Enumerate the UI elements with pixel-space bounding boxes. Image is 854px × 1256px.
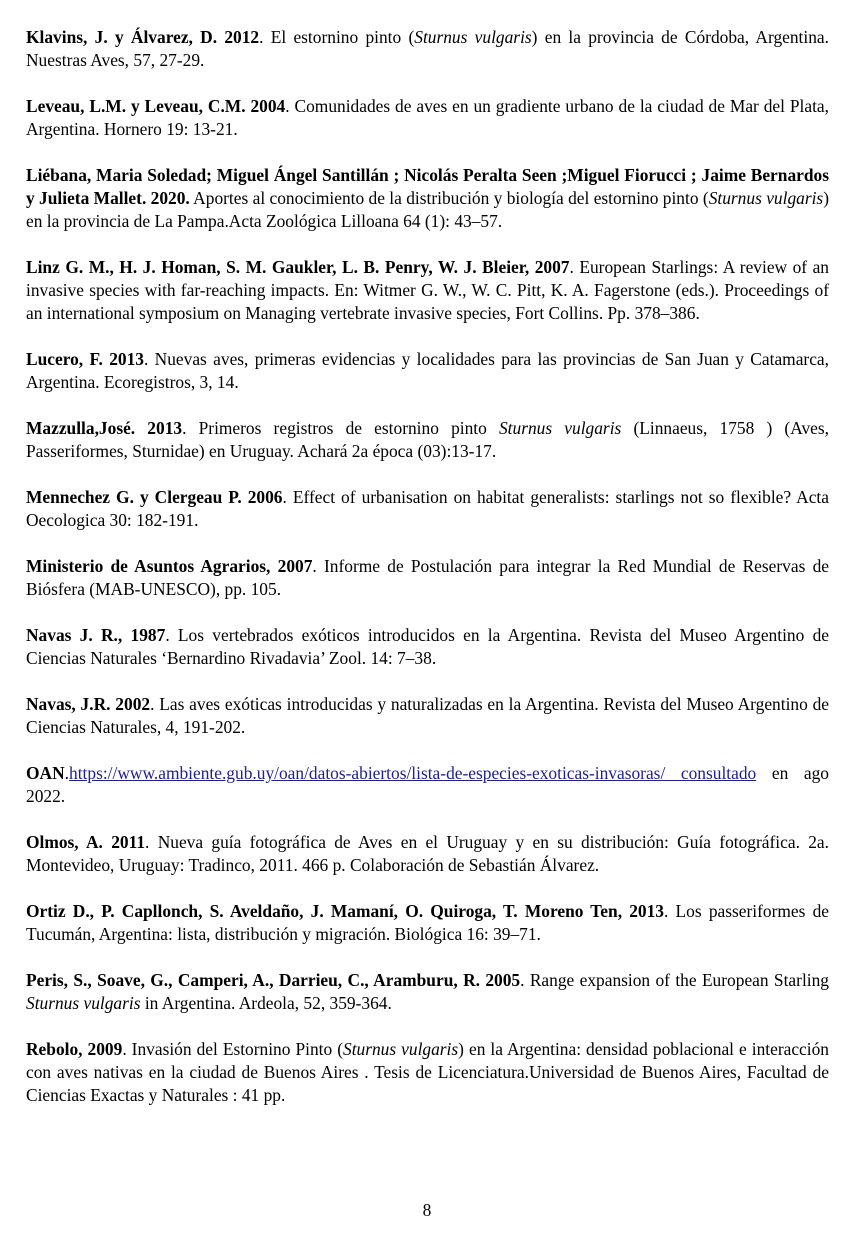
species-name: Sturnus vulgaris [708, 188, 824, 208]
reference-text: . Range expansion of the European Starling [520, 970, 829, 990]
reference-text: . European Starlings: A review of an invasive species with far-reaching impacts. En: Witmer G. W., W. C. Pitt, K. A. Fagerstone (eds.). Proceedings of an international symposium on Managing vertebrate invasive species, Fort Collins. Pp. 378–386. [26, 257, 830, 323]
reference-text: . El estornino pinto ( [259, 27, 415, 47]
reference-author: Mazzulla,José. 2013 [26, 418, 183, 438]
reference-text: . Primeros registros de estornino pinto [182, 418, 499, 438]
reference-author: Leveau, L.M. y Leveau, C.M. 2004 [26, 96, 286, 116]
reference-text: ) en la provincia de La Pampa.Acta Zoológica Lilloana 64 (1): 43–57. [26, 188, 829, 231]
reference-entry [26, 95, 829, 141]
reference-entry [26, 555, 829, 601]
reference-entry [26, 1038, 829, 1107]
reference-entry [26, 26, 829, 72]
species-name: Sturnus vulgaris [414, 27, 532, 47]
reference-entry [26, 693, 829, 739]
species-name: Sturnus vulgaris [498, 418, 622, 438]
reference-link[interactable]: https://www.ambiente.gub.uy/oan/datos-abiertos/lista-de-especies-exoticas-invasoras/ consultado [69, 763, 757, 783]
reference-author: Navas J. R., 1987 [26, 625, 166, 645]
reference-text: ) en la provincia de Córdoba, Argentina. Nuestras Aves, 57, 27-29. [26, 27, 829, 70]
reference-entry [26, 486, 829, 532]
reference-text: Aportes al conocimiento de la distribución y biología del estornino pinto ( [189, 188, 709, 208]
reference-author: Linz G. M., H. J. Homan, S. M. Gaukler, L. B. Penry, W. J. Bleier, 2007 [26, 257, 570, 277]
page-number: 8 [422, 1200, 432, 1220]
reference-entry [26, 164, 829, 233]
reference-text: in Argentina. Ardeola, 52, 359-364. [140, 993, 392, 1013]
reference-entry [26, 900, 829, 946]
reference-author: Lucero, F. 2013 [26, 349, 144, 369]
reference-author: Ministerio de Asuntos Agrarios, 2007 [26, 556, 313, 576]
reference-entry [26, 762, 829, 808]
reference-author: OAN [26, 763, 65, 783]
species-name: Sturnus vulgaris [343, 1039, 459, 1059]
reference-author: Olmos, A. 2011 [26, 832, 146, 852]
reference-text: . Invasión del Estornino Pinto ( [122, 1039, 343, 1059]
reference-author: Mennechez G. y Clergeau P. 2006 [26, 487, 283, 507]
reference-author: Ortiz D., P. Capllonch, S. Aveldaño, J. Mamaní, O. Quiroga, T. Moreno Ten, 2013 [26, 901, 665, 921]
reference-text: . Las aves exóticas introducidas y naturalizadas en la Argentina. Revista del Museo Argentino de Ciencias Naturales, 4, 191-202. [26, 694, 830, 737]
reference-text: . Comunidades de aves en un gradiente urbano de la ciudad de Mar del Plata, Argentina. Hornero 19: 13-21. [26, 96, 829, 139]
reference-entry [26, 969, 829, 1015]
reference-entry [26, 624, 829, 670]
reference-text: en ago 2022. [26, 763, 829, 806]
species-name: Sturnus vulgaris [26, 993, 141, 1013]
reference-text: . [64, 763, 70, 783]
reference-text: . Nuevas aves, primeras evidencias y localidades para las provincias de San Juan y Catamarca, Argentina. Ecoregistros, 3, 14. [26, 349, 829, 392]
reference-list [26, 26, 829, 1130]
reference-text: . Los passeriformes de Tucumán, Argentina: lista, distribución y migración. Biológica 16: 39–71. [26, 901, 829, 944]
reference-author: Liébana, Maria Soledad; Miguel Ángel Santillán ; Nicolás Peralta Seen ;Miguel Fiorucci ; Jaime Bernardos y Julieta Mallet. 2020. [26, 165, 829, 208]
reference-entry [26, 348, 829, 394]
reference-text: . Los vertebrados exóticos introducidos en la Argentina. Revista del Museo Argentino de Ciencias Naturales ‘Bernardino Rivadavia’ Zool. 14: 7–38. [26, 625, 829, 668]
reference-entry [26, 256, 829, 325]
reference-text: (Linnaeus, 1758 ) (Aves, Passeriformes, Sturnidae) en Uruguay. Achará 2a época (03):13-17. [26, 418, 830, 461]
reference-author: Navas, J.R. 2002 [26, 694, 151, 714]
reference-entry [26, 831, 829, 877]
reference-text: . Informe de Postulación para integrar la Red Mundial de Reservas de Biósfera (MAB-UNESCO), pp. 105. [26, 556, 829, 599]
reference-author: Peris, S., Soave, G., Camperi, A., Darrieu, C., Aramburu, R. 2005 [26, 970, 521, 990]
reference-text: ) en la Argentina: densidad poblacional e interacción con aves nativas en la ciudad de Buenos Aires . Tesis de Licenciatura.Universidad de Buenos Aires, Facultad de Ciencias Exactas y Naturales : 41 pp. [26, 1039, 830, 1105]
reference-author: Rebolo, 2009 [26, 1039, 123, 1059]
reference-text: . Nueva guía fotográfica de Aves en el Uruguay y en su distribución: Guía fotográfica. 2a. Montevideo, Uruguay: Tradinco, 2011. 466 p. Colaboración de Sebastián Álvarez. [26, 832, 829, 875]
reference-author: Klavins, J. y Álvarez, D. 2012 [26, 27, 260, 47]
reference-text: . Effect of urbanisation on habitat generalists: starlings not so flexible? Acta Oecologica 30: 182-191. [26, 487, 829, 530]
reference-entry [26, 417, 829, 463]
